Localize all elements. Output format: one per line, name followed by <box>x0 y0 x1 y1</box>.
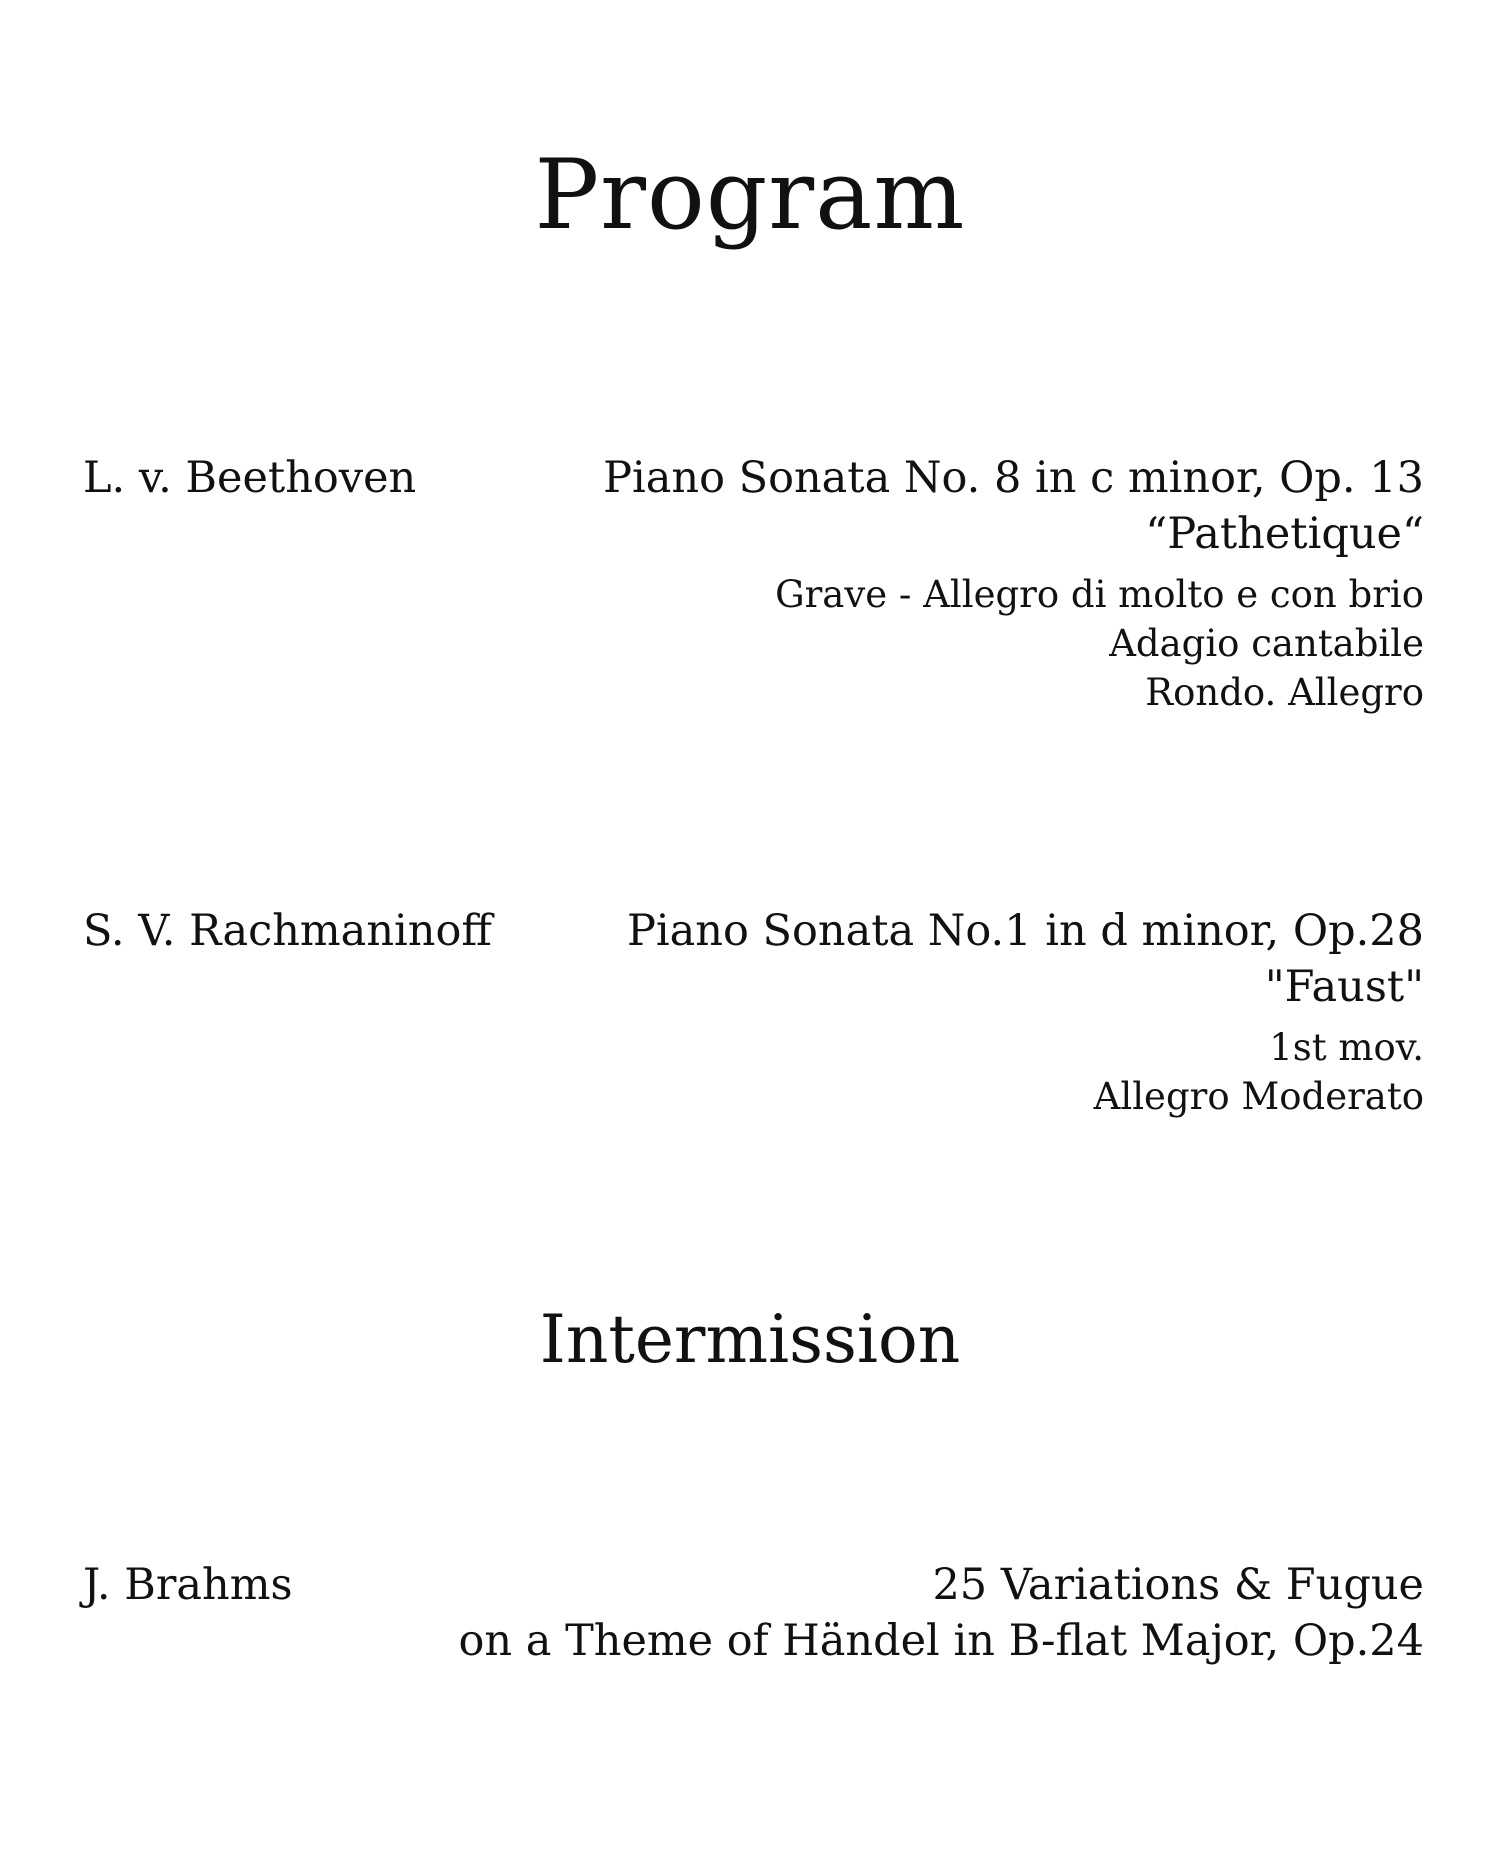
intermission-heading: Intermission <box>539 1301 961 1378</box>
work-brahms <box>459 1557 1424 1669</box>
work-title-line: Piano Sonata No.1 in d minor, Op.28 <box>626 906 1424 956</box>
work-rachmaninoff <box>627 903 1424 1121</box>
movement-item: 1st mov. <box>1269 1026 1424 1069</box>
work-title-line: Piano Sonata No. 8 in c minor, Op. 13 <box>603 453 1424 503</box>
work-subtitle-line: "Faust" <box>1264 962 1424 1012</box>
work-title-line: 25 Variations & Fugue <box>932 1560 1424 1610</box>
composer-rachmaninoff: S. V. Rachmaninoff <box>83 906 492 956</box>
movement-item: Grave - Allegro di molto e con brio <box>775 573 1424 616</box>
work-subtitle-line: on a Theme of Händel in B-flat Major, Op.24 <box>458 1616 1424 1666</box>
movement-item: Adagio cantabile <box>1109 622 1424 665</box>
work-beethoven <box>603 450 1424 717</box>
movement-item: Allegro Moderato <box>1093 1075 1424 1118</box>
movement-item: Rondo. Allegro <box>1145 671 1424 714</box>
movement-list <box>603 570 1424 717</box>
composer-brahms: J. Brahms <box>83 1560 293 1610</box>
program-title: Program <box>534 139 966 251</box>
composer-beethoven: L. v. Beethoven <box>83 453 417 503</box>
movement-list <box>627 1023 1424 1121</box>
work-subtitle-line: “Pathetique“ <box>1145 509 1424 559</box>
